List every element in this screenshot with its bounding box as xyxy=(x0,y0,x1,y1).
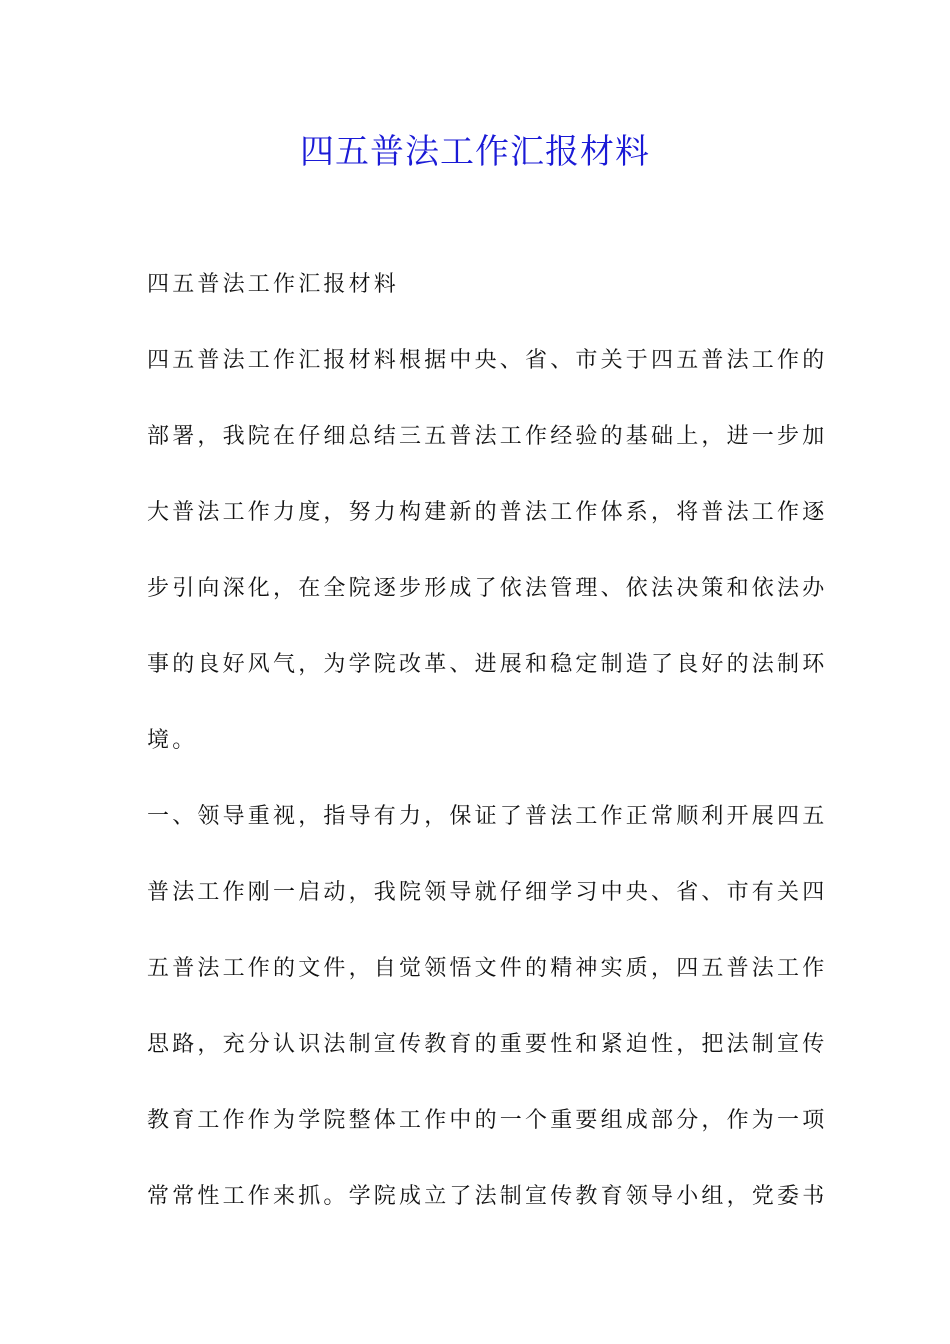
body-line: 境。 xyxy=(147,728,198,753)
body-line: 一、领导重视，指导有力，保证了普法工作正常顺利开展四五 xyxy=(147,804,828,829)
body-line: 四五普法工作汇报材料根据中央、省、市关于四五普法工作的 xyxy=(147,348,828,373)
document-title: 四五普法工作汇报材料 xyxy=(300,132,650,172)
body-line: 步引向深化，在全院逐步形成了依法管理、依法决策和依法办 xyxy=(147,576,828,601)
body-line: 教育工作作为学院整体工作中的一个重要组成部分，作为一项 xyxy=(147,1108,828,1133)
body-line: 四五普法工作汇报材料 xyxy=(147,272,400,297)
body-line: 常常性工作来抓。学院成立了法制宣传教育领导小组，党委书 xyxy=(147,1184,828,1209)
document-body xyxy=(147,262,828,1250)
body-line: 大普法工作力度，努力构建新的普法工作体系，将普法工作逐 xyxy=(147,500,828,525)
body-line: 部署，我院在仔细总结三五普法工作经验的基础上，进一步加 xyxy=(147,424,828,449)
body-line: 事的良好风气，为学院改革、进展和稳定制造了良好的法制环 xyxy=(147,652,828,677)
body-line: 思路，充分认识法制宣传教育的重要性和紧迫性，把法制宣传 xyxy=(147,1032,828,1057)
body-line: 普法工作刚一启动，我院领导就仔细学习中央、省、市有关四 xyxy=(147,880,828,905)
body-line: 五普法工作的文件，自觉领悟文件的精神实质，四五普法工作 xyxy=(147,956,828,981)
